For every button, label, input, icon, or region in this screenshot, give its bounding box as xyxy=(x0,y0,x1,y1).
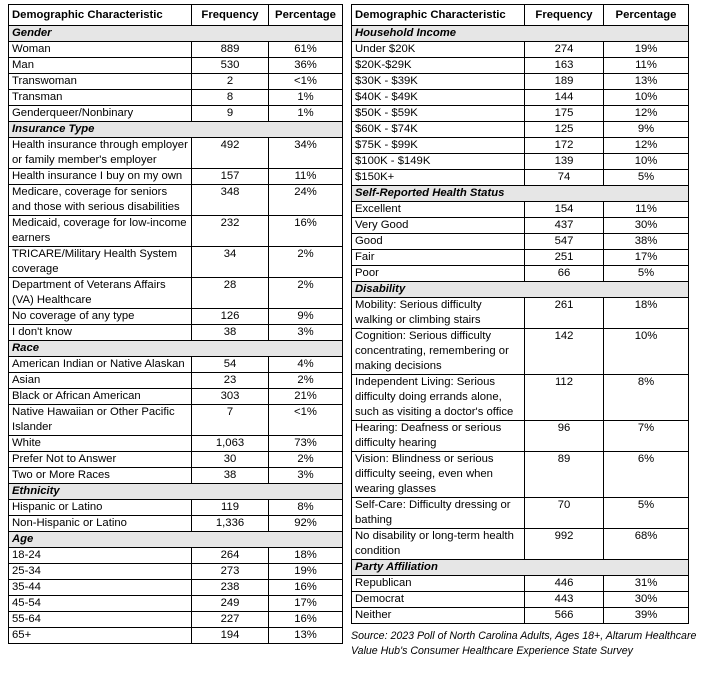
header-frequency: Frequency xyxy=(192,5,269,26)
table-row xyxy=(9,309,343,325)
row-frequency: 264 xyxy=(192,548,269,564)
row-frequency: 30 xyxy=(192,452,269,468)
section-header-row xyxy=(352,282,689,298)
section-title: Household Income xyxy=(352,26,689,42)
row-label: $60K - $74K xyxy=(352,122,525,138)
row-percentage: 1% xyxy=(269,90,343,106)
table-row xyxy=(9,405,343,436)
row-percentage: 13% xyxy=(604,74,689,90)
row-frequency: 142 xyxy=(525,329,604,375)
row-label: Mobility: Serious difficulty walking or climbing stairs xyxy=(352,298,525,329)
table-row xyxy=(352,498,689,529)
row-frequency: 54 xyxy=(192,357,269,373)
row-percentage: 5% xyxy=(604,170,689,186)
row-label: Neither xyxy=(352,608,525,624)
table-row xyxy=(9,548,343,564)
table-row xyxy=(9,216,343,247)
row-percentage: 16% xyxy=(269,216,343,247)
table-row xyxy=(9,596,343,612)
row-frequency: 8 xyxy=(192,90,269,106)
row-label: Very Good xyxy=(352,218,525,234)
row-label: Self-Care: Difficulty dressing or bathing xyxy=(352,498,525,529)
row-label: American Indian or Native Alaskan xyxy=(9,357,192,373)
row-percentage: 1% xyxy=(269,106,343,122)
table-row xyxy=(9,278,343,309)
row-frequency: 889 xyxy=(192,42,269,58)
row-frequency: 1,063 xyxy=(192,436,269,452)
row-percentage: <1% xyxy=(269,74,343,90)
row-frequency: 443 xyxy=(525,592,604,608)
row-percentage: 5% xyxy=(604,498,689,529)
row-percentage: 21% xyxy=(269,389,343,405)
table-row xyxy=(352,58,689,74)
row-percentage: 2% xyxy=(269,452,343,468)
table-row xyxy=(9,169,343,185)
row-percentage: 2% xyxy=(269,278,343,309)
table-row xyxy=(352,154,689,170)
table-row xyxy=(352,452,689,498)
row-percentage: 24% xyxy=(269,185,343,216)
table-row xyxy=(352,170,689,186)
table-row xyxy=(9,90,343,106)
table-row xyxy=(352,74,689,90)
row-label: Genderqueer/Nonbinary xyxy=(9,106,192,122)
table-row xyxy=(352,138,689,154)
row-frequency: 303 xyxy=(192,389,269,405)
table-row xyxy=(9,612,343,628)
row-label: Cognition: Serious difficulty concentrating, remembering or making decisions xyxy=(352,329,525,375)
table-row xyxy=(9,436,343,452)
table-row xyxy=(352,266,689,282)
row-label: Medicare, coverage for seniors and those with serious disabilities xyxy=(9,185,192,216)
row-label: Transwoman xyxy=(9,74,192,90)
row-frequency: 566 xyxy=(525,608,604,624)
row-frequency: 9 xyxy=(192,106,269,122)
row-percentage: 11% xyxy=(269,169,343,185)
row-percentage: 2% xyxy=(269,373,343,389)
row-label: 65+ xyxy=(9,628,192,644)
row-frequency: 23 xyxy=(192,373,269,389)
row-percentage: 5% xyxy=(604,266,689,282)
row-frequency: 175 xyxy=(525,106,604,122)
row-label: Democrat xyxy=(352,592,525,608)
table-row xyxy=(352,421,689,452)
table-row xyxy=(352,298,689,329)
row-label: Fair xyxy=(352,250,525,266)
row-label: 55-64 xyxy=(9,612,192,628)
row-label: 45-54 xyxy=(9,596,192,612)
row-frequency: 126 xyxy=(192,309,269,325)
row-frequency: 547 xyxy=(525,234,604,250)
section-title: Ethnicity xyxy=(9,484,343,500)
table-row xyxy=(9,516,343,532)
row-label: Medicaid, coverage for low-income earners xyxy=(9,216,192,247)
row-label: $40K - $49K xyxy=(352,90,525,106)
row-percentage: 10% xyxy=(604,90,689,106)
row-percentage: 12% xyxy=(604,106,689,122)
row-frequency: 992 xyxy=(525,529,604,560)
row-frequency: 227 xyxy=(192,612,269,628)
section-header-row xyxy=(9,532,343,548)
row-label: No coverage of any type xyxy=(9,309,192,325)
row-frequency: 28 xyxy=(192,278,269,309)
row-percentage: 92% xyxy=(269,516,343,532)
row-frequency: 348 xyxy=(192,185,269,216)
row-percentage: 10% xyxy=(604,329,689,375)
row-label: Health insurance I buy on my own xyxy=(9,169,192,185)
row-frequency: 89 xyxy=(525,452,604,498)
row-percentage: 2% xyxy=(269,247,343,278)
table-row xyxy=(9,106,343,122)
row-label: $100K - $149K xyxy=(352,154,525,170)
section-header-row xyxy=(352,186,689,202)
row-label: No disability or long-term health condition xyxy=(352,529,525,560)
row-percentage: 9% xyxy=(269,309,343,325)
row-frequency: 157 xyxy=(192,169,269,185)
row-percentage: 36% xyxy=(269,58,343,74)
header-percentage: Percentage xyxy=(604,5,689,26)
section-header-row xyxy=(9,26,343,42)
row-frequency: 172 xyxy=(525,138,604,154)
table-row xyxy=(352,250,689,266)
row-label: Republican xyxy=(352,576,525,592)
row-label: Hispanic or Latino xyxy=(9,500,192,516)
row-frequency: 238 xyxy=(192,580,269,596)
section-title: Age xyxy=(9,532,343,548)
row-frequency: 96 xyxy=(525,421,604,452)
row-percentage: 3% xyxy=(269,325,343,341)
row-percentage: 16% xyxy=(269,580,343,596)
section-header-row xyxy=(9,341,343,357)
row-label: $20K-$29K xyxy=(352,58,525,74)
row-label: Woman xyxy=(9,42,192,58)
row-frequency: 144 xyxy=(525,90,604,106)
row-label: 18-24 xyxy=(9,548,192,564)
row-frequency: 273 xyxy=(192,564,269,580)
row-frequency: 261 xyxy=(525,298,604,329)
row-percentage: 30% xyxy=(604,592,689,608)
row-frequency: 34 xyxy=(192,247,269,278)
row-label: Good xyxy=(352,234,525,250)
row-label: Black or African American xyxy=(9,389,192,405)
row-label: Two or More Races xyxy=(9,468,192,484)
row-label: 25-34 xyxy=(9,564,192,580)
table-row xyxy=(9,373,343,389)
table-row xyxy=(352,90,689,106)
table-row xyxy=(9,468,343,484)
section-title: Self-Reported Health Status xyxy=(352,186,689,202)
table-row xyxy=(352,576,689,592)
row-frequency: 125 xyxy=(525,122,604,138)
table-row xyxy=(352,592,689,608)
row-label: $150K+ xyxy=(352,170,525,186)
row-frequency: 38 xyxy=(192,325,269,341)
row-percentage: 34% xyxy=(269,138,343,169)
table-row xyxy=(9,357,343,373)
row-frequency: 274 xyxy=(525,42,604,58)
row-percentage: 17% xyxy=(604,250,689,266)
row-percentage: 73% xyxy=(269,436,343,452)
row-frequency: 1,336 xyxy=(192,516,269,532)
table-row xyxy=(9,628,343,644)
row-frequency: 38 xyxy=(192,468,269,484)
row-percentage: 12% xyxy=(604,138,689,154)
section-title: Insurance Type xyxy=(9,122,343,138)
row-frequency: 139 xyxy=(525,154,604,170)
section-title: Gender xyxy=(9,26,343,42)
row-percentage: 17% xyxy=(269,596,343,612)
row-frequency: 74 xyxy=(525,170,604,186)
table-row xyxy=(352,608,689,624)
table-row xyxy=(352,202,689,218)
row-label: Transman xyxy=(9,90,192,106)
row-frequency: 154 xyxy=(525,202,604,218)
row-frequency: 112 xyxy=(525,375,604,421)
table-row xyxy=(352,529,689,560)
row-frequency: 446 xyxy=(525,576,604,592)
row-percentage: 11% xyxy=(604,202,689,218)
header-row xyxy=(352,5,689,26)
right-demographics-table xyxy=(351,4,689,624)
table-row xyxy=(9,138,343,169)
row-frequency: 7 xyxy=(192,405,269,436)
row-percentage: <1% xyxy=(269,405,343,436)
row-percentage: 16% xyxy=(269,612,343,628)
row-percentage: 61% xyxy=(269,42,343,58)
row-percentage: 8% xyxy=(269,500,343,516)
row-label: Prefer Not to Answer xyxy=(9,452,192,468)
row-label: Independent Living: Serious difficulty doing errands alone, such as visiting a doctor's office xyxy=(352,375,525,421)
section-title: Disability xyxy=(352,282,689,298)
row-percentage: 13% xyxy=(269,628,343,644)
row-percentage: 8% xyxy=(604,375,689,421)
row-percentage: 18% xyxy=(604,298,689,329)
table-row xyxy=(9,74,343,90)
table-row xyxy=(352,122,689,138)
row-label: White xyxy=(9,436,192,452)
row-label: Non-Hispanic or Latino xyxy=(9,516,192,532)
table-row xyxy=(9,42,343,58)
table-row xyxy=(9,185,343,216)
table-row xyxy=(9,58,343,74)
row-percentage: 38% xyxy=(604,234,689,250)
row-label: Man xyxy=(9,58,192,74)
row-percentage: 11% xyxy=(604,58,689,74)
row-frequency: 437 xyxy=(525,218,604,234)
row-label: $50K - $59K xyxy=(352,106,525,122)
row-label: Excellent xyxy=(352,202,525,218)
section-header-row xyxy=(352,26,689,42)
table-row xyxy=(352,329,689,375)
row-frequency: 163 xyxy=(525,58,604,74)
table-row xyxy=(352,375,689,421)
row-label: $75K - $99K xyxy=(352,138,525,154)
row-label: Poor xyxy=(352,266,525,282)
row-label: TRICARE/Military Health System coverage xyxy=(9,247,192,278)
row-frequency: 232 xyxy=(192,216,269,247)
section-header-row xyxy=(9,484,343,500)
table-row xyxy=(9,325,343,341)
row-percentage: 68% xyxy=(604,529,689,560)
row-percentage: 6% xyxy=(604,452,689,498)
table-row xyxy=(9,452,343,468)
row-percentage: 9% xyxy=(604,122,689,138)
section-header-row xyxy=(352,560,689,576)
table-row xyxy=(9,500,343,516)
header-characteristic: Demographic Characteristic xyxy=(352,5,525,26)
row-label: Hearing: Deafness or serious difficulty hearing xyxy=(352,421,525,452)
table-row xyxy=(352,42,689,58)
row-label: Department of Veterans Affairs (VA) Healthcare xyxy=(9,278,192,309)
row-label: I don't know xyxy=(9,325,192,341)
row-percentage: 4% xyxy=(269,357,343,373)
table-row xyxy=(9,389,343,405)
table-row xyxy=(9,580,343,596)
row-frequency: 251 xyxy=(525,250,604,266)
section-title: Race xyxy=(9,341,343,357)
table-row xyxy=(352,234,689,250)
row-frequency: 70 xyxy=(525,498,604,529)
header-row xyxy=(9,5,343,26)
table-row xyxy=(9,564,343,580)
row-percentage: 30% xyxy=(604,218,689,234)
row-frequency: 194 xyxy=(192,628,269,644)
row-frequency: 189 xyxy=(525,74,604,90)
row-percentage: 10% xyxy=(604,154,689,170)
header-frequency: Frequency xyxy=(525,5,604,26)
row-label: Vision: Blindness or serious difficulty seeing, even when wearing glasses xyxy=(352,452,525,498)
row-percentage: 19% xyxy=(604,42,689,58)
row-frequency: 66 xyxy=(525,266,604,282)
row-label: Native Hawaiian or Other Pacific Islander xyxy=(9,405,192,436)
table-row xyxy=(9,247,343,278)
table-row xyxy=(352,106,689,122)
row-frequency: 530 xyxy=(192,58,269,74)
row-frequency: 492 xyxy=(192,138,269,169)
row-percentage: 7% xyxy=(604,421,689,452)
left-demographics-table xyxy=(8,4,343,644)
row-percentage: 39% xyxy=(604,608,689,624)
row-label: Under $20K xyxy=(352,42,525,58)
section-title: Party Affiliation xyxy=(352,560,689,576)
source-note: Source: 2023 Poll of North Carolina Adults, Ages 18+, Altarum Healthcare Value Hub's Consumer Healthcare Experience State Survey xyxy=(351,630,697,657)
table-row xyxy=(352,218,689,234)
row-label: 35-44 xyxy=(9,580,192,596)
row-label: $30K - $39K xyxy=(352,74,525,90)
row-frequency: 249 xyxy=(192,596,269,612)
row-percentage: 3% xyxy=(269,468,343,484)
row-frequency: 119 xyxy=(192,500,269,516)
header-characteristic: Demographic Characteristic xyxy=(9,5,192,26)
section-header-row xyxy=(9,122,343,138)
header-percentage: Percentage xyxy=(269,5,343,26)
row-label: Asian xyxy=(9,373,192,389)
row-percentage: 31% xyxy=(604,576,689,592)
row-frequency: 2 xyxy=(192,74,269,90)
row-percentage: 19% xyxy=(269,564,343,580)
row-percentage: 18% xyxy=(269,548,343,564)
row-label: Health insurance through employer or family member's employer xyxy=(9,138,192,169)
